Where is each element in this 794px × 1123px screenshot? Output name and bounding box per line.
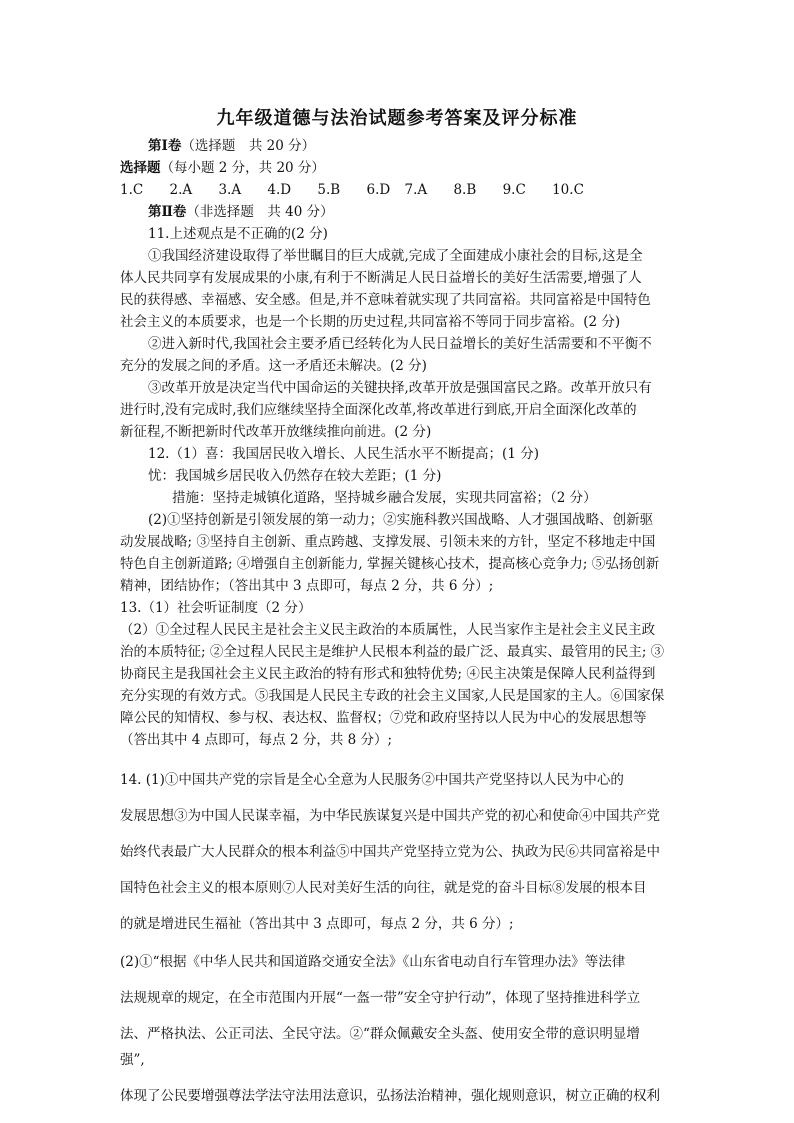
mcq-answer: 8.B xyxy=(453,182,477,198)
q14-line: (2)①“根据《中华人民共和国道路交通安全法》《山东省电动自行车管理办法》等法律 xyxy=(120,954,626,970)
mcq-answer: 4.D xyxy=(267,182,292,198)
q11-line: 充分的发展之间的矛盾。这一矛盾还未解决。(2 分) xyxy=(120,358,427,374)
mcq-heading-detail: （每小题 2 分，共 20 分） xyxy=(160,160,325,176)
q11-line: 新征程,不断把新时代改革开放继续推向前进。(2 分) xyxy=(120,424,432,440)
q13-line: 协商民主是我国社会主义民主政治的特有形式和独特优势; ④民主决策是保障人民利益得到 xyxy=(120,666,656,682)
mcq-heading: 选择题 xyxy=(120,160,161,176)
q14-line: 的就是增进民生福祉（答出其中 3 点即可，每点 2 分，共 6 分）; xyxy=(120,916,514,932)
mcq-answer: 1.C xyxy=(120,182,144,198)
q12-line: (2)①坚持创新是引领发展的第一动力；②实施科教兴国战略、人才强国战略、创新驱 xyxy=(148,512,654,528)
q12-line: 忧：我国城乡居民收入仍然存在较大差距；(1 分) xyxy=(148,468,442,484)
mcq-answer: 9.C xyxy=(502,182,526,198)
part1-detail: （选择题 共 20 分） xyxy=(181,138,316,154)
q14-line: 强”, xyxy=(120,1052,145,1068)
q13-line: （答出其中 4 点即可，每点 2 分，共 8 分）; xyxy=(120,732,393,748)
part1-heading: 第Ⅰ卷 xyxy=(148,138,182,154)
mcq-answer: 6.D xyxy=(366,182,391,198)
part2-heading-line xyxy=(148,202,334,222)
mcq-heading-line xyxy=(120,158,325,178)
q14-line: 发展思想③为中国人民谋幸福，为中华民族谋复兴是中国共产党的初心和使命④中国共产党 xyxy=(120,808,660,824)
q13-line: 障公民的知情权、参与权、表达权、监督权；⑦党和政府坚持以人民为中心的发展思想等 xyxy=(120,710,647,726)
q14-line: 体现了公民要增强尊法学法守法用法意识，弘扬法治精神，强化规则意识，树立正确的权利 xyxy=(120,1088,660,1104)
q13-line: （2）①全过程人民民主是社会主义民主政治的本质属性，人民当家作主是社会主义民主政 xyxy=(120,622,656,638)
q13-line: 治的本质特征; ②全过程人民民主是维护人民根本利益的最广泛、最真实、最管用的民主; ③ xyxy=(120,644,665,660)
q11-line: ③改革开放是决定当代中国命运的关键抉择,改革开放是强国富民之路。改革开放只有 xyxy=(148,380,652,396)
q11-line: 体人民共同享有发展成果的小康,有利于不断满足人民日益增长的美好生活需要,增强了人 xyxy=(120,270,642,286)
q14-line: 法、严格执法、公正司法、全民守法。②“群众佩戴安全头盔、使用安全带的意识明显增 xyxy=(120,1026,640,1042)
part2-detail: （非选择题 共 40 分） xyxy=(186,204,334,220)
q12-line: 措施：坚持走城镇化道路，坚持城乡融合发展，实现共同富裕；（2 分） xyxy=(172,490,597,506)
q11-line: ①我国经济建设取得了举世瞩目的巨大成就,完成了全面建成小康社会的目标,这是全 xyxy=(148,248,643,264)
q12-line: 12.（1）喜：我国居民收入增长、人民生活水平不断提高；(1 分) xyxy=(148,446,539,462)
q11-line: 社会主义的本质要求，也是一个长期的历史过程,共同富裕不等同于同步富裕。(2 分) xyxy=(120,314,621,330)
q13-line: 13.（1）社会听证制度（2 分） xyxy=(120,600,312,616)
q12-line: 特色自主创新道路; ④增强自主创新能力, 掌握关键核心技术，提高核心竞争力; ⑤弘扬创新 xyxy=(120,556,660,572)
mcq-answer: 3.A xyxy=(218,182,242,198)
part1-heading-line xyxy=(148,136,315,156)
q14-line: 14. (1)①中国共产党的宗旨是全心全意为人民服务②中国共产党坚持以人民为中心的 xyxy=(120,772,624,788)
mcq-answer-row xyxy=(120,180,606,200)
part2-heading: 第Ⅱ卷 xyxy=(148,204,187,220)
q14-line: 法规规章的规定，在全市范围内开展“一盔一带”安全守护行动”，体现了坚持推进科学立 xyxy=(120,990,641,1006)
document-title: 九年级道德与法治试题参考答案及评分标准 xyxy=(216,108,578,129)
mcq-answer: 10.C xyxy=(552,182,584,198)
q12-line: 动发展战略; ③坚持自主创新、重点跨越、支撑发展、引领未来的方针，坚定不移地走中国 xyxy=(120,534,656,550)
mcq-answer: 7.A xyxy=(404,182,428,198)
q11-line: 11.上述观点是不正确的(2 分) xyxy=(148,226,328,242)
mcq-answer: 5.B xyxy=(317,182,341,198)
mcq-answer: 2.A xyxy=(169,182,193,198)
q13-line: 充分实现的有效方式。⑤我国是人民民主专政的社会主义国家,人民是国家的主人。⑥国家保 xyxy=(120,688,665,704)
q11-line: 进行时,没有完成时,我们应继续坚持全面深化改革,将改革进行到底,开启全面深化改革的 xyxy=(120,402,637,418)
q14-line: 国特色社会主义的根本原则⑦人民对美好生活的向往，就是党的奋斗目标⑧发展的根本目 xyxy=(120,880,647,896)
q11-line: ②进入新时代,我国社会主要矛盾已经转化为人民日益增长的美好生活需要和不平衡不 xyxy=(148,336,652,352)
q11-line: 民的获得感、幸福感、安全感。但是,并不意味着就实现了共同富裕。共同富裕是中国特色 xyxy=(120,292,651,308)
q12-line: 精神，团结协作；（答出其中 3 点即可，每点 2 分，共 6 分）; xyxy=(120,578,494,594)
q14-line: 始终代表最广大人民群众的根本利益⑤中国共产党坚持立党为公、执政为民⑥共同富裕是中 xyxy=(120,844,660,860)
